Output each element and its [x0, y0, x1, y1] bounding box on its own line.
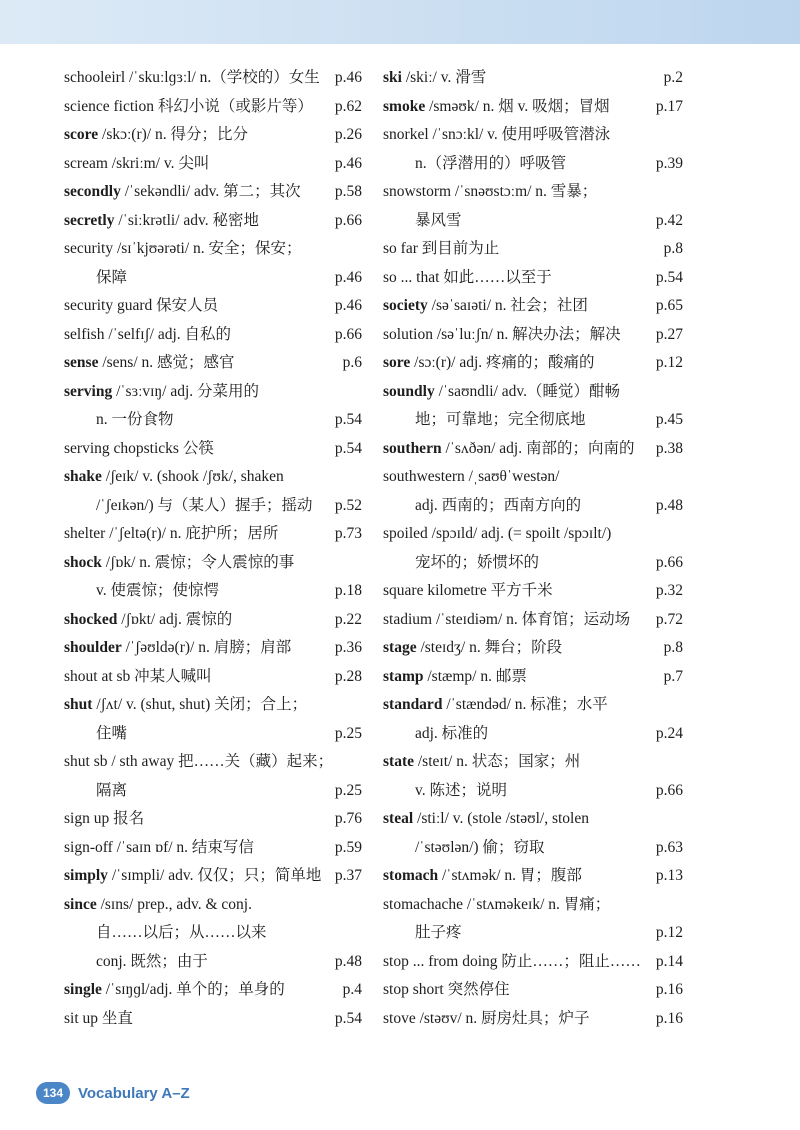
- vocab-entry: [383, 64, 683, 93]
- vocab-entry: [383, 805, 683, 862]
- headword: southern: [383, 439, 442, 457]
- page-ref: p.25: [334, 781, 362, 799]
- entry-headline: [64, 64, 362, 93]
- entry-text: square kilometre 平方千米: [383, 582, 553, 599]
- page-ref: p.66: [334, 211, 362, 229]
- entry-headline: [64, 862, 362, 891]
- entry-headline: [383, 1005, 683, 1034]
- headword: ski: [383, 69, 402, 86]
- entry-continuation: [64, 577, 362, 606]
- entry-text: score /skɔː(r)/ n. 得分；比分: [64, 126, 248, 143]
- entry-text: security guard 保安人员: [64, 297, 219, 314]
- entry-text: simply /ˈsɪmpli/ adv. 仅仅；只；简单地: [64, 867, 322, 884]
- vocab-entry: [64, 1005, 362, 1034]
- vocab-entry: [64, 862, 362, 891]
- headword: since: [64, 895, 97, 913]
- entry-text: shout at sb 冲某人喊叫: [64, 667, 212, 685]
- vocab-entry: [383, 891, 683, 948]
- entry-text: ski /skiː/ v. 滑雪: [383, 69, 487, 86]
- entry-headline: [383, 93, 683, 122]
- headword: stage: [383, 639, 417, 656]
- entry-text: smoke /sməʊk/ n. 烟 v. 吸烟；冒烟: [383, 97, 610, 115]
- entry-text: v. 使震惊；使惊愕: [96, 582, 219, 599]
- headword: score: [64, 126, 99, 143]
- page-ref: p.37: [334, 867, 362, 884]
- page-ref: p.39: [655, 154, 683, 172]
- page-ref: p.76: [334, 810, 362, 827]
- entry-text: shoulder /ˈʃəʊldə(r)/ n. 肩膀；肩部: [64, 639, 292, 656]
- page-ref: p.73: [334, 525, 362, 542]
- entry-headline: [64, 549, 362, 578]
- page-ref: p.54: [334, 1009, 362, 1027]
- entry-headline: [383, 292, 683, 321]
- vocab-entry: [64, 64, 362, 93]
- entry-text: sign-off /ˈsaɪn ɒf/ n. 结束写信: [64, 838, 254, 856]
- vocab-entry: [64, 463, 362, 520]
- page-ref: p.36: [334, 639, 362, 656]
- headword: simply: [64, 867, 108, 884]
- entry-text: secretly /ˈsiːkrətli/ adv. 秘密地: [64, 211, 260, 229]
- entry-continuation: [383, 720, 683, 749]
- vocab-entry: [64, 976, 362, 1005]
- entry-text: v. 陈述；说明: [415, 781, 507, 799]
- entry-headline: [64, 349, 362, 378]
- headword: shocked: [64, 610, 118, 628]
- vocab-entry: [64, 520, 362, 549]
- page-ref: p.25: [334, 724, 362, 742]
- entry-continuation: [64, 720, 362, 749]
- entry-headline: [383, 178, 683, 207]
- headword: single: [64, 981, 102, 998]
- vocab-entry: [383, 520, 683, 577]
- headword: state: [383, 753, 414, 770]
- entry-text: n.（浮潜用的）呼吸管: [415, 154, 567, 172]
- page-ref: p.4: [342, 981, 362, 998]
- page-footer: [36, 1079, 190, 1107]
- entry-text: spoiled /spɔɪld/ adj. (= spoilt /spɔɪlt/): [383, 525, 612, 542]
- entry-headline: [383, 748, 683, 777]
- entry-headline: [383, 378, 683, 407]
- entry-headline: [64, 976, 362, 1005]
- entry-headline: [64, 691, 362, 720]
- entry-headline: [383, 891, 683, 920]
- page-ref: p.6: [342, 354, 362, 371]
- entry-text: science fiction 科幻小说（或影片等）: [64, 97, 313, 115]
- entry-continuation: [64, 264, 362, 293]
- entry-continuation: [383, 492, 683, 521]
- entry-text: 地；可靠地；完全彻底地: [415, 411, 586, 428]
- entry-text: snorkel /ˈsnɔːkl/ v. 使用呼吸管潜泳: [383, 126, 611, 143]
- entry-text: 隔离: [96, 781, 128, 799]
- vocab-entry: [383, 862, 683, 891]
- entry-headline: [383, 349, 683, 378]
- page-ref: p.13: [655, 867, 683, 884]
- entry-text: scream /skriːm/ v. 尖叫: [64, 154, 210, 172]
- entry-headline: [383, 321, 683, 350]
- entry-headline: [64, 378, 362, 407]
- vocab-entry: [383, 976, 683, 1005]
- entry-headline: [383, 435, 683, 464]
- page-ref: p.38: [655, 439, 683, 457]
- entry-text: southern /ˈsʌðən/ adj. 南部的；向南的: [383, 439, 635, 457]
- headword: standard: [383, 696, 443, 713]
- page-ref: p.18: [334, 582, 362, 599]
- entry-headline: [64, 663, 362, 692]
- entry-headline: [64, 292, 362, 321]
- vocab-entry: [64, 178, 362, 207]
- page-ref: p.66: [655, 553, 683, 571]
- headword: smoke: [383, 97, 426, 115]
- entry-headline: [383, 634, 683, 663]
- entry-text: 暴风雪: [415, 211, 462, 229]
- entry-headline: [64, 805, 362, 834]
- page-ref: p.2: [663, 69, 683, 86]
- entry-text: /ˈʃeɪkən/) 与（某人）握手；摇动: [96, 496, 313, 514]
- entry-text: sore /sɔː(r)/ adj. 疼痛的；酸痛的: [383, 354, 595, 371]
- page-ref: p.46: [334, 268, 362, 286]
- footer-title: Vocabulary A–Z: [78, 1084, 190, 1102]
- vocab-entry: [64, 834, 362, 863]
- entry-text: adj. 西南的；西南方向的: [415, 496, 582, 514]
- vocab-entry: [383, 691, 683, 748]
- page-ref: p.42: [655, 211, 683, 229]
- entry-text: security /sɪˈkjʊərəti/ n. 安全；保安；: [64, 240, 302, 257]
- vocab-entry: [383, 235, 683, 264]
- vocab-entry: [64, 321, 362, 350]
- vocab-entry: [64, 691, 362, 748]
- page-ref: p.32: [655, 582, 683, 599]
- entry-continuation: [64, 492, 362, 521]
- entry-text: serving chopsticks 公筷: [64, 439, 214, 457]
- page-ref: p.12: [655, 354, 683, 371]
- entry-text: 住嘴: [96, 724, 128, 742]
- headword: society: [383, 297, 428, 314]
- headword: shock: [64, 553, 102, 571]
- vocab-entry: [383, 292, 683, 321]
- page-ref: p.54: [334, 439, 362, 457]
- vocab-entry: [64, 292, 362, 321]
- vocab-entry: [383, 349, 683, 378]
- entry-text: sit up 坐直: [64, 1009, 133, 1027]
- headword: shut: [64, 696, 93, 713]
- vocab-entry: [383, 93, 683, 122]
- headword: secondly: [64, 183, 121, 200]
- entry-text: stomach /ˈstʌmək/ n. 胃；腹部: [383, 867, 582, 884]
- page-ref: p.16: [655, 981, 683, 998]
- entry-headline: [383, 948, 683, 977]
- entry-headline: [383, 862, 683, 891]
- entry-text: n. 一份食物: [96, 411, 174, 428]
- entry-headline: [64, 1005, 362, 1034]
- page-ref: p.22: [334, 610, 362, 628]
- vocab-entry: [383, 121, 683, 178]
- vocab-entry: [383, 378, 683, 435]
- entry-continuation: [383, 150, 683, 179]
- entry-text: so ... that 如此……以至于: [383, 268, 552, 286]
- entry-continuation: [383, 919, 683, 948]
- entry-headline: [64, 463, 362, 492]
- page-ref: p.48: [334, 952, 362, 970]
- entry-text: 宠坏的；娇惯坏的: [415, 553, 540, 571]
- entry-headline: [383, 663, 683, 692]
- entry-continuation: [64, 777, 362, 806]
- entry-text: shock /ʃɒk/ n. 震惊；令人震惊的事: [64, 553, 295, 571]
- page-ref: p.24: [655, 724, 683, 742]
- entry-text: shut sb / sth away 把……关（藏）起来；: [64, 753, 334, 770]
- entry-headline: [383, 64, 683, 93]
- entry-text: 肚子疼: [415, 924, 462, 941]
- entry-headline: [383, 805, 683, 834]
- entry-text: society /səˈsaɪəti/ n. 社会；社团: [383, 297, 588, 314]
- entry-continuation: [64, 948, 362, 977]
- entry-continuation: [383, 207, 683, 236]
- headword: steal: [383, 810, 414, 827]
- vocab-entry: [383, 606, 683, 635]
- entry-headline: [64, 178, 362, 207]
- page-ref: p.52: [334, 496, 362, 514]
- entry-text: selfish /ˈselfɪʃ/ adj. 自私的: [64, 325, 232, 343]
- entry-text: so far 到目前为止: [383, 240, 500, 257]
- vocab-entry: [64, 435, 362, 464]
- headword: shake: [64, 468, 102, 485]
- entry-text: state /steɪt/ n. 状态；国家；州: [383, 753, 581, 770]
- vocab-entry: [64, 663, 362, 692]
- entry-headline: [64, 606, 362, 635]
- entry-headline: [64, 834, 362, 863]
- vocab-entry: [64, 378, 362, 435]
- entry-text: /ˈstəʊlən/) 偷；窃取: [415, 838, 545, 856]
- headword: shoulder: [64, 639, 122, 656]
- header-band: [0, 0, 800, 44]
- page-ref: p.59: [334, 838, 362, 856]
- page-ref: p.28: [334, 667, 362, 685]
- headword: secretly: [64, 211, 115, 229]
- vocab-entry: [64, 606, 362, 635]
- entry-text: schooleirl /ˈskuːlɡɜːl/ n.（学校的）女生: [64, 69, 320, 86]
- entry-text: shake /ʃeɪk/ v. (shook /ʃʊk/, shaken: [64, 468, 284, 485]
- entry-headline: [64, 891, 362, 920]
- vocab-entry: [64, 93, 362, 122]
- entry-headline: [383, 691, 683, 720]
- vocab-entry: [383, 321, 683, 350]
- page-ref: p.8: [663, 240, 683, 257]
- headword: soundly: [383, 382, 435, 400]
- page-ref: p.58: [334, 183, 362, 200]
- page-ref: p.65: [655, 297, 683, 314]
- page-ref: p.46: [334, 69, 362, 86]
- page-number-badge: 134: [36, 1082, 70, 1104]
- page-ref: p.54: [334, 411, 362, 428]
- entry-continuation: [383, 549, 683, 578]
- entry-text: sense /sens/ n. 感觉；感官: [64, 354, 235, 371]
- entry-text: 保障: [96, 268, 128, 286]
- page-ref: p.14: [655, 952, 683, 970]
- vocab-entry: [383, 463, 683, 520]
- page-ref: p.62: [334, 97, 362, 115]
- entry-text: sign up 报名: [64, 810, 145, 827]
- entry-headline: [383, 463, 683, 492]
- vocab-entry: [64, 349, 362, 378]
- entry-text: stove /stəʊv/ n. 厨房灶具；炉子: [383, 1009, 590, 1027]
- vocab-entry: [383, 178, 683, 235]
- vocab-entry: [64, 121, 362, 150]
- entry-headline: [64, 435, 362, 464]
- entry-text: soundly /ˈsaʊndli/ adv.（睡觉）酣畅: [383, 382, 621, 400]
- vocab-entry: [64, 805, 362, 834]
- entry-text: adj. 标准的: [415, 724, 489, 742]
- entry-text: stop ... from doing 防止……；阻止……: [383, 952, 641, 970]
- entry-text: stadium /ˈsteɪdiəm/ n. 体育馆；运动场: [383, 610, 631, 628]
- entry-headline: [383, 520, 683, 549]
- entry-continuation: [64, 406, 362, 435]
- entry-text: snowstorm /ˈsnəʊstɔːm/ n. 雪暴；: [383, 183, 598, 200]
- entry-headline: [64, 121, 362, 150]
- entry-text: stamp /stæmp/ n. 邮票: [383, 667, 527, 685]
- entry-headline: [383, 577, 683, 606]
- vocab-entry: [383, 435, 683, 464]
- entry-headline: [64, 748, 362, 777]
- headword: sore: [383, 354, 411, 371]
- page-ref: p.12: [655, 924, 683, 941]
- entry-headline: [64, 634, 362, 663]
- vocab-entry: [64, 235, 362, 292]
- entry-continuation: [383, 777, 683, 806]
- page-ref: p.48: [655, 496, 683, 514]
- entry-headline: [64, 520, 362, 549]
- page-ref: p.8: [663, 639, 683, 656]
- entry-text: standard /ˈstændəd/ n. 标准；水平: [383, 696, 608, 713]
- entry-headline: [383, 976, 683, 1005]
- entry-headline: [64, 93, 362, 122]
- vocab-entry: [383, 748, 683, 805]
- entry-headline: [64, 150, 362, 179]
- vocab-entry: [64, 634, 362, 663]
- entry-text: secondly /ˈsekəndli/ adv. 第二；其次: [64, 183, 301, 200]
- headword: stamp: [383, 667, 424, 685]
- entry-headline: [383, 606, 683, 635]
- entry-text: serving /ˈsɜːvɪŋ/ adj. 分菜用的: [64, 382, 259, 400]
- page-ref: p.27: [655, 325, 683, 343]
- vocab-entry: [64, 748, 362, 805]
- entry-text: stop short 突然停住: [383, 981, 510, 998]
- entry-text: stage /steɪdʒ/ n. 舞台；阶段: [383, 639, 563, 656]
- entry-text: since /sɪns/ prep., adv. & conj.: [64, 895, 252, 913]
- entry-text: shocked /ʃɒkt/ adj. 震惊的: [64, 610, 233, 628]
- page-ref: p.45: [655, 411, 683, 428]
- page-ref: p.66: [655, 781, 683, 799]
- right-column: [383, 64, 683, 1033]
- vocab-entry: [64, 549, 362, 606]
- entry-text: solution /səˈluːʃn/ n. 解决办法；解决: [383, 325, 621, 343]
- entry-headline: [383, 264, 683, 293]
- headword: serving: [64, 382, 113, 400]
- entry-text: conj. 既然；由于: [96, 952, 208, 970]
- page-ref: p.46: [334, 154, 362, 172]
- entry-continuation: [383, 406, 683, 435]
- entry-headline: [383, 121, 683, 150]
- entry-text: shut /ʃʌt/ v. (shut, shut) 关闭；合上；: [64, 696, 308, 713]
- entry-continuation: [64, 919, 362, 948]
- entry-text: southwestern /ˌsaʊθˈwestən/: [383, 468, 560, 485]
- entry-text: steal /stiːl/ v. (stole /stəʊl/, stolen: [383, 810, 589, 827]
- entry-headline: [64, 207, 362, 236]
- vocab-entry: [383, 1005, 683, 1034]
- entry-text: shelter /ˈʃeltə(r)/ n. 庇护所；居所: [64, 525, 279, 542]
- vocab-entry: [383, 577, 683, 606]
- page-ref: p.72: [655, 610, 683, 628]
- entry-headline: [64, 321, 362, 350]
- page-ref: p.17: [655, 97, 683, 115]
- page-ref: p.7: [663, 667, 683, 685]
- headword: stomach: [383, 867, 439, 884]
- vocab-entry: [64, 207, 362, 236]
- vocab-entry: [383, 634, 683, 663]
- entry-text: single /ˈsɪŋɡl/adj. 单个的；单身的: [64, 981, 285, 998]
- page-ref: p.63: [655, 838, 683, 856]
- page-ref: p.26: [334, 126, 362, 143]
- entry-headline: [64, 235, 362, 264]
- vocab-entry: [64, 150, 362, 179]
- page-ref: p.16: [655, 1009, 683, 1027]
- page-ref: p.54: [655, 268, 683, 286]
- vocab-entry: [64, 891, 362, 977]
- entry-text: stomachache /ˈstʌməkeɪk/ n. 胃痛；: [383, 895, 611, 913]
- page-ref: p.46: [334, 297, 362, 314]
- vocab-entry: [383, 948, 683, 977]
- entry-headline: [383, 235, 683, 264]
- entry-text: 自……以后；从……以来: [96, 924, 267, 941]
- headword: sense: [64, 354, 99, 371]
- vocab-entry: [383, 264, 683, 293]
- vocab-entry: [383, 663, 683, 692]
- page-ref: p.66: [334, 325, 362, 343]
- left-column: [64, 64, 362, 1033]
- entry-continuation: [383, 834, 683, 863]
